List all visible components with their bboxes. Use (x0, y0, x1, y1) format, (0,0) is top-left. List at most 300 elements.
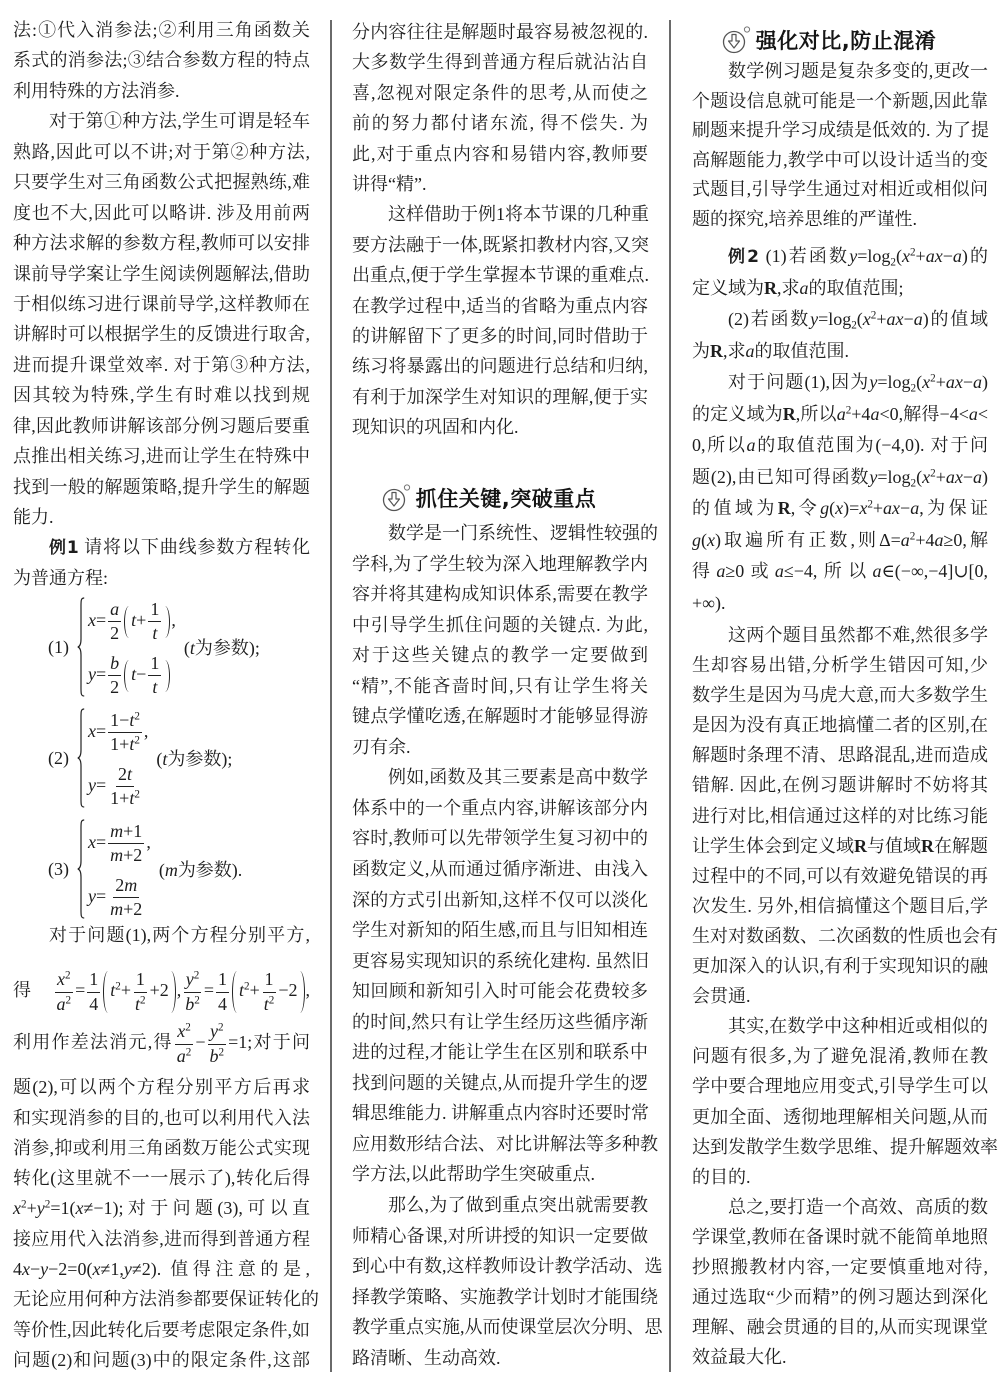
math-variable: x (177, 1021, 186, 1042)
superscript: 2 (930, 466, 936, 479)
text-line: 度也不大,因此可以略讲. 涉及用前两 (13, 202, 310, 223)
fraction-denominator (150, 676, 159, 699)
text-line: 键点学懂吃透,在解题时才能够显得游 (352, 706, 648, 727)
circle-down-arrow-icon (382, 483, 412, 513)
left-brace-icon (77, 708, 85, 808)
example-2-solution (692, 367, 988, 619)
superscript: 2 (185, 1021, 191, 1034)
text-line: 等价性,因此转化后要考虑限定条件,如 (13, 1319, 310, 1340)
text-line: 消参,抑或利用三角函数万能公式实现 (13, 1137, 310, 1158)
text-line: 练习将暴露出的问题进行总结和归纳, (352, 356, 648, 377)
math-variable: y (36, 1198, 45, 1219)
superscript: 2 (867, 498, 873, 511)
text-line: 有利于加深学生对知识的理解,便于实 (352, 386, 648, 407)
left-brace-icon (77, 819, 85, 919)
fraction (55, 969, 74, 1015)
superscript: 2 (21, 1198, 27, 1211)
parameter-note: (m为参数). (158, 860, 243, 880)
fraction (148, 653, 161, 699)
math-variable: g (692, 529, 701, 550)
text-line: 数学是一门系统性、逻辑性较强的 (388, 523, 658, 543)
example-1-summary (352, 199, 648, 442)
text-line: 容并将其建构成知识体系,需要在教学 (352, 584, 648, 605)
superscript: 2 (845, 403, 852, 416)
math-variable: x (901, 246, 910, 266)
math-variable: y (40, 1259, 49, 1280)
math-variable: y (88, 775, 96, 795)
key-points-paragraph (352, 518, 658, 762)
math-variable: t (162, 749, 168, 769)
math-variable: m (110, 899, 124, 920)
math-variable: x (22, 1259, 30, 1280)
parenthesized-group (103, 969, 176, 1015)
right-parenthesis (165, 660, 170, 692)
math-set-symbol: R (710, 340, 723, 361)
text-line: 得 $\frac{x^2}{a^2}$ = $\frac{1}{4}$ $t^2+$ $\frac{1}{t^2}$ +2 , $\frac{y^2}{b^2}$ = $\frac{1}{4}$ $t^2+$ $\frac{1}{t^2}$ −2 , (13, 969, 310, 1014)
text-line: 熟路,因此可以不讲;对于第②种方法, (13, 141, 310, 162)
fraction (208, 1021, 227, 1067)
fraction (108, 653, 121, 699)
fraction (108, 821, 144, 867)
elimination-methods-text (13, 15, 310, 106)
parenthesis-content: t− $\frac{1}{t}$ (131, 652, 160, 698)
example-1-statement (13, 532, 310, 593)
text-line: 过程中的不同,可以有效避免错误的再 (692, 865, 988, 886)
equation-system (48, 819, 260, 919)
parenthesis-content: $t^2+$ $\frac{1}{t^2}$ −2 (239, 969, 298, 1014)
text-line: 高解题能力,教学中可以设计适当的变 (692, 149, 988, 170)
superscript: 2 (134, 734, 140, 747)
text-line: 理解、融会贯通的目的,从而实现课堂 (692, 1317, 988, 1338)
superscript: 2 (65, 993, 72, 1006)
math-variable: m (164, 860, 178, 880)
text-line: 分内容往往是解题时最容易被忽视的. (352, 22, 648, 42)
text-line: 于相似练习进行课前导学,这样教师在 (13, 293, 310, 314)
math-variable: a (716, 561, 726, 581)
text-line: 数学生是因为马虎大意,而大多数学生 (692, 685, 988, 706)
system-equations (88, 819, 151, 919)
math-variable: x (57, 969, 66, 990)
fraction-denominator: 2 (110, 623, 120, 644)
parameter-note: (t为参数); (183, 638, 260, 658)
system-number-label: (1) (48, 636, 69, 657)
example-1-equation-systems (48, 597, 260, 930)
circle-down-arrow-icon (722, 25, 752, 55)
math-variable: a (900, 529, 910, 550)
math-variable: a (176, 1045, 186, 1066)
text-line: 师精心备课,对所讲授的知识一定要做 (352, 1225, 648, 1246)
math-variable: y (88, 664, 96, 684)
text-line: 其实,在数学中这种相近或相似的 (728, 1016, 988, 1037)
text-line: 的目的. (692, 1166, 751, 1187)
fraction (183, 969, 202, 1015)
text-line: 数学例习题是复杂多变的,更改一 (728, 61, 988, 81)
system-equations (88, 597, 176, 697)
text-line: 喜,忽视对限定条件的思考,从而使之 (352, 82, 648, 103)
text-line: 4x−y−2=0(x≠1,y≠2). 值得注意的是, (13, 1259, 310, 1280)
text-line: 因其较为特殊,学生有时难以找到规 (13, 385, 310, 406)
text-line: 学中要合理地应用变式,引导学生可以 (692, 1076, 988, 1097)
section-heading-key-points (352, 482, 648, 514)
superscript: 2 (909, 529, 916, 542)
math-variable: t (131, 664, 137, 684)
text-line: 讲得“精”. (352, 173, 427, 194)
column-1-upper-text (13, 15, 310, 593)
math-set-symbol: R (854, 835, 867, 856)
text-line: 进的过程,才能让学生在区别和联系中 (352, 1042, 648, 1063)
fraction-denominator: $1+t^2$ (110, 734, 140, 755)
text-line: 辑思维能力. 讲解重点内容时还要时常 (352, 1103, 649, 1124)
fraction-denominator (150, 622, 159, 645)
math-variable: ax (945, 466, 963, 487)
text-line: 抄照搬教材内容,一定要慎重地对待, (692, 1256, 988, 1277)
column-divider-right (669, 20, 671, 1372)
text-line: 课前导学案让学生阅读例题解法,借助 (13, 263, 310, 284)
function-example-paragraph (352, 762, 658, 1190)
math-variable: t (152, 677, 158, 698)
fraction-numerator: 1 (263, 969, 276, 993)
math-variable: a (910, 498, 920, 518)
fraction (108, 875, 144, 921)
math-variable: ax (925, 246, 943, 266)
fraction-denominator: m+2 (110, 845, 143, 866)
superscript: 2 (218, 1021, 224, 1034)
equation-row: y= $\frac{2m}{m+2}$ (88, 874, 143, 920)
math-variable: a (745, 340, 755, 361)
fraction-numerator: m+1 (108, 821, 144, 845)
math-variable: t (189, 638, 195, 658)
example-2-part-2 (692, 304, 988, 367)
text-line: 生对对数函数、二次函数的性质也会有 (692, 925, 998, 946)
column-2-upper-text (352, 17, 648, 442)
text-line: 知回顾和新知引入时可能会花费较多 (352, 981, 648, 1002)
math-variable: x (88, 832, 96, 852)
math-variable: a (774, 561, 784, 581)
math-variable: t (131, 610, 137, 630)
math-set-symbol: R (777, 498, 791, 518)
math-variable: a (913, 309, 923, 329)
text-line: 例1 请将以下曲线参数方程转化 (49, 537, 310, 559)
math-set-symbol: R (921, 835, 934, 856)
text-line: 系式的消参法;③结合参数方程的特点 (13, 50, 310, 71)
superscript: 2 (909, 246, 916, 259)
fraction (108, 599, 121, 645)
text-line: 会贯通. (692, 986, 751, 1007)
text-line: 得a≥0或a≤−4,所以a∈(−∞,−4]∪[0, (692, 561, 988, 581)
subscript: 2 (851, 319, 857, 332)
text-line: 前的努力都付诸东流, 得不偿失. 为 (352, 113, 648, 134)
text-line: (2)若函数$y=\log 2(x^2+ax-a)$的值域 (728, 309, 988, 332)
text-line: 刷题来提升学习成绩是低效的. 为了提 (692, 120, 989, 140)
system-equations (88, 708, 148, 808)
subscript: 2 (910, 476, 917, 489)
math-variable: a (56, 993, 66, 1014)
text-line: 能力. (13, 507, 54, 527)
fraction-denominator: 4 (218, 993, 227, 1014)
equation-row: y= $\frac{2t}{1+t^2}$ (88, 763, 140, 809)
fraction (175, 1021, 194, 1067)
fraction-denominator: m+2 (110, 899, 143, 920)
math-variable: x (75, 1198, 84, 1219)
fraction-numerator (108, 653, 121, 677)
math-variable: a (952, 246, 962, 266)
fraction-denominator (133, 993, 148, 1016)
text-line: 学课堂,教师在备课时就不能简单地照 (692, 1226, 988, 1247)
math-variable: y (123, 1259, 132, 1280)
conclusion-paragraph (692, 1192, 988, 1373)
error-analysis-paragraph (692, 620, 998, 1011)
text-line: 题(2),由已知可得函数$y=\log 2(x^2+ax-a)$ (692, 466, 988, 489)
right-parenthesis (300, 971, 305, 1013)
math-variable: t (127, 763, 133, 784)
text-line: 次发生. 另外,相信搞懂这个题目后,学 (692, 895, 988, 916)
section-heading-text: 强化对比,防止混淆 (755, 29, 937, 53)
fraction-numerator: 1 (87, 969, 100, 993)
section-heading-text: 抓住关键,突破重点 (415, 487, 597, 511)
superscript: 2 (185, 1045, 192, 1058)
fraction-denominator: 2 (110, 677, 120, 698)
text-line: 现知识的巩固和内化. (352, 417, 519, 438)
superscript: 2 (134, 788, 140, 801)
fraction-numerator (208, 1021, 226, 1045)
text-line: 体系中的一个重点内容,讲解该部分内 (352, 797, 648, 818)
text-line: 生却容易出错,分析学生错因可知,少 (692, 655, 988, 676)
superscript: 2 (65, 969, 71, 982)
math-variable: y (185, 969, 194, 990)
math-variable: a (836, 403, 846, 424)
equation-row: x= $\frac{m+1}{m+2}$ , (88, 820, 151, 866)
text-line: 问题(2)和问题(3)中的限定条件,这部 (13, 1349, 310, 1370)
equation-row: x= $\frac{1-t^2}{1+t^2}$ , (88, 709, 149, 755)
math-variable: m (124, 874, 138, 895)
math-variable: y (810, 309, 819, 329)
text-line: 转化(这里就不一一展示了),转化后得 (13, 1168, 310, 1189)
math-variable: t (110, 980, 116, 1001)
text-line: 式题目,引导学生通过对相近或相似问 (692, 179, 988, 199)
math-variable: x (922, 372, 931, 392)
superscript: 2 (194, 993, 200, 1006)
text-line: 学生对新知的陌生感,而且与旧知相连 (352, 920, 648, 941)
system-number-label: (2) (48, 747, 69, 768)
text-line: 大多数学生得到普通方程后就沾沾自 (352, 52, 648, 73)
math-variable: x (88, 610, 96, 630)
math-variable: a (968, 403, 978, 424)
math-variable: t (129, 709, 135, 730)
equation-system (48, 597, 260, 697)
subscript: 2 (890, 256, 896, 269)
fraction-numerator: 1 (148, 653, 161, 677)
column-divider-left (330, 20, 332, 1372)
text-line: 中引导学生抓住问题的关键点. 为此, (352, 614, 648, 635)
text-line: 深的方式引出新知,这样不仅可以淡化 (352, 889, 648, 910)
fraction-denominator (175, 1045, 194, 1068)
text-line: 要方法融于一体,既紧扣教材内容,又突 (352, 234, 649, 255)
text-line: 为R,求a的取值范围. (692, 340, 849, 361)
fraction-numerator: 2m (113, 875, 139, 899)
text-line: 择教学策略、实施教学计划时才能围绕 (352, 1286, 658, 1307)
math-variable: g (820, 498, 830, 518)
superscript: 2 (140, 993, 146, 1006)
math-variable: y (869, 466, 878, 487)
fraction-numerator (55, 969, 73, 993)
parenthesis-content: t+ $\frac{1}{t}$ (131, 598, 160, 644)
variation-usage-paragraph (692, 1011, 998, 1192)
text-line: 通过选取“少而精”的例习题达到深化 (692, 1287, 988, 1308)
math-variable: m (110, 820, 124, 841)
math-variable: a (746, 435, 756, 455)
fraction-numerator (108, 599, 121, 623)
text-line: 那么,为了做到重点突出就需要教 (388, 1195, 648, 1216)
text-line: 更加全面、透彻地理解相关问题,从而 (692, 1106, 988, 1127)
left-parenthesis (232, 971, 237, 1013)
column-3-example-2-text (692, 241, 988, 619)
text-line: 和实现消参的目的,也可以利用代入法 (13, 1107, 310, 1128)
text-line: 定义域为R,求a的取值范围; (692, 277, 904, 298)
text-line: 解题时条理不清、思路混乱,进而造成 (692, 745, 988, 766)
math-variable: y (210, 1021, 219, 1042)
fraction-numerator: 2t (116, 764, 134, 788)
text-line: 0,所以a的取值范围为(−4,0). 对于问 (692, 435, 989, 455)
superscript: 2 (134, 710, 140, 723)
math-variable: t (152, 623, 158, 644)
math-variable: b (185, 993, 195, 1014)
math-variable: x (922, 466, 931, 487)
fraction (262, 969, 277, 1015)
text-line: g(x)取遍所有正数,则$\Delta=a^2+4a\ge 0$,解 (692, 529, 988, 550)
lesson-preparation-paragraph (352, 1190, 663, 1373)
text-line: 点推出相关练习,进而让学生在特殊中 (13, 446, 310, 467)
fraction-numerator: 1 (134, 969, 147, 993)
math-variable: t (129, 734, 135, 755)
text-line: 为普通方程: (13, 567, 109, 588)
text-line: 学科,为了学生较为深入地理解教学内 (352, 553, 648, 574)
math-variable: m (110, 845, 124, 866)
right-parenthesis (171, 971, 176, 1013)
text-line: 总之,要打造一个高效、高质的数 (728, 1196, 988, 1217)
fraction-numerator (184, 969, 202, 993)
fraction (133, 969, 148, 1015)
equation-row: x= $\frac{a}{2}$ t+ $\frac{1}{t}$ , (88, 598, 176, 644)
left-brace-icon (77, 597, 85, 697)
math-variable: x (92, 1259, 101, 1280)
text-line: 的时间,然只有让学生经历这些循序渐 (352, 1011, 648, 1032)
text-line: 对于问题(1),因为$y=\log 2(x^2+ax-a)$ (728, 372, 988, 395)
superscript: 2 (930, 372, 936, 385)
teaching-strategy-paragraph (13, 106, 310, 532)
math-variable: a (934, 529, 944, 550)
math-variable: a (973, 372, 982, 392)
text-line: 利用作差法消元,得 $\frac{x^2}{a^2}$ − $\frac{y^2}{b^2}$ =1;对于问 (13, 1021, 311, 1066)
math-variable: ax (945, 372, 963, 392)
text-line: 找到一般的解题策略,提升学生的解题 (13, 476, 310, 497)
fraction-denominator (262, 993, 277, 1016)
math-variable: b (110, 652, 120, 673)
column-3-upper-text (692, 57, 988, 234)
text-line: 容时,教师可以先带领学生复习初中的 (352, 828, 648, 849)
text-line: $x^2+y^2=1(x\ne-1)$;对于问题(3),可以直 (13, 1198, 310, 1219)
text-line: 种方法求解的参数方程,教师可以安排 (13, 233, 310, 254)
parenthesized-group (232, 969, 305, 1015)
fraction-denominator (208, 1045, 227, 1068)
fraction-numerator: 1 (216, 969, 229, 993)
math-variable: y (849, 246, 858, 266)
constraint-note-continued (352, 17, 648, 199)
math-variable: ax (886, 309, 904, 329)
text-line: 进行对比,相信通过这样的对比练习能 (692, 805, 988, 826)
fraction-denominator (55, 993, 74, 1016)
math-variable: t (129, 788, 135, 809)
text-line: 的讲解留下了更多的时间,同时借助于 (352, 325, 648, 346)
parenthesis-content: $t^2+$ $\frac{1}{t^2}$ +2 (110, 969, 169, 1014)
text-line: 题的探究,培养思维的严谨性. (692, 208, 917, 229)
text-line: 例如,函数及其三要素是高中数学 (388, 767, 648, 788)
math-variable: x (862, 309, 871, 329)
text-line: 的值域为R,令$g(x)=x^2+ax-a$,为保证 (692, 498, 989, 518)
fraction (108, 764, 142, 810)
text-line: +∞). (692, 592, 726, 613)
text-line: 问题有很多,为了避免混淆,教师在教 (692, 1046, 988, 1067)
text-line: 对于第①种方法,学生可谓是轻车 (49, 111, 310, 132)
math-variable: a (799, 277, 809, 298)
text-line: 个题设信息就可能是一个新题,因此靠 (692, 90, 988, 111)
text-line: 的定义域为R,所以$a^2+4a<0$,解得−4<a< (692, 403, 988, 424)
text-line: 律,因此教师讲解该部分例习题后要重 (13, 415, 310, 436)
parenthesized-group (124, 599, 170, 645)
text-line: 找到问题的关键点,从而提升学生的逻 (352, 1072, 648, 1093)
text-line: 对于问题(1),两个方程分别平方, (49, 925, 310, 945)
math-variable: x (835, 498, 844, 518)
math-variable: x (13, 1198, 21, 1219)
equation-system (48, 708, 260, 808)
math-variable: a (870, 403, 880, 424)
text-line: 这两个题目虽然都不难,然很多学 (728, 625, 988, 645)
math-set-symbol: R (764, 277, 777, 298)
left-parenthesis (124, 606, 129, 638)
text-line: 到心中有数,这样教师设计教学活动、选 (352, 1256, 663, 1277)
text-line: 只要学生对三角函数公式把握熟练,难 (13, 172, 310, 193)
text-line: 接应用代入法消参,进而得到普通方程 (13, 1228, 310, 1249)
fraction (87, 969, 100, 1015)
text-line: 教学重点实施,从而使课堂层次分明、思 (352, 1317, 663, 1338)
superscript: 2 (115, 980, 121, 993)
text-line: 学方法,以此帮助学生突破重点. (352, 1164, 595, 1185)
math-variable: t (135, 993, 141, 1014)
fraction-denominator: 4 (89, 993, 99, 1014)
fraction-denominator: $1+t^2$ (110, 788, 140, 809)
math-variable: a (872, 561, 882, 581)
left-parenthesis (103, 971, 108, 1013)
text-line: 路清晰、生动高效. (352, 1347, 501, 1368)
superscript: 2 (870, 309, 877, 322)
text-line: 在教学过程中,适当的省略为重点内容 (352, 295, 648, 316)
text-line: 利用特殊的方法消参. (13, 80, 180, 101)
math-variable: x (707, 529, 715, 550)
text-line: 例2 (1)若函数$y=\log 2(x^2+ax-a)$的 (728, 246, 988, 269)
superscript: 2 (268, 993, 275, 1006)
text-line: 效益最大化. (692, 1347, 787, 1368)
text-line: 这样借助于例1将本节课的几种重 (388, 204, 649, 225)
math-variable: y (88, 886, 96, 906)
column-3-lower-text (692, 620, 998, 1372)
equation-row: y= $\frac{b}{2}$ t− $\frac{1}{t}$ (88, 651, 176, 697)
math-variable: y (869, 372, 878, 392)
example-label: 例1 (49, 538, 79, 559)
text-line: 达到发散学生数学思维、提升解题效率 (692, 1136, 998, 1157)
math-variable: a (973, 466, 982, 487)
math-variable: ax (883, 498, 901, 518)
text-line: 更加深入的认识,有利于实现知识的融 (692, 956, 988, 977)
text-line: 讲解时可以根据学生的反馈进行取舍, (13, 324, 310, 345)
